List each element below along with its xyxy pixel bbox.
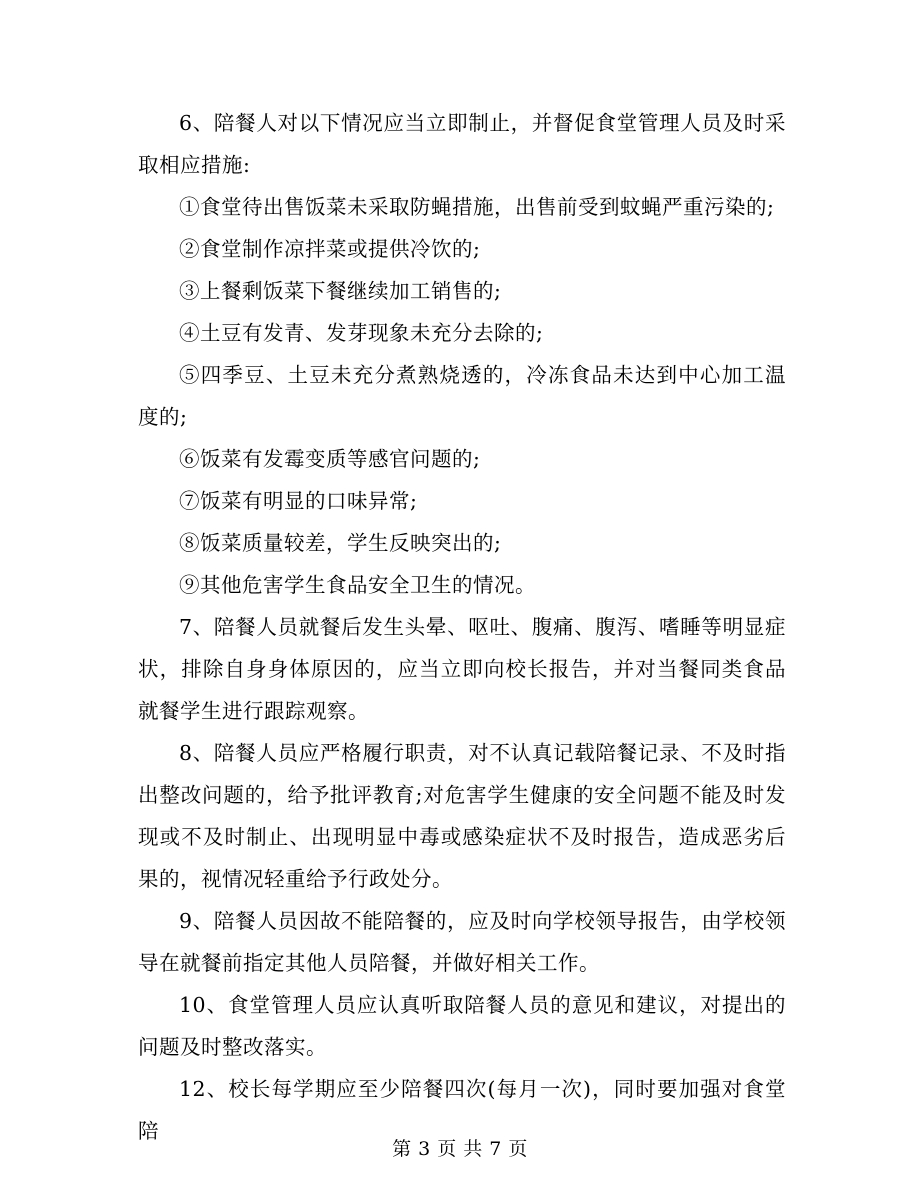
- paragraph-item-9: 9、陪餐人员因故不能陪餐的，应及时向学校领导报告，由学校领导在就餐前指定其他人员陪餐，并做好相关工作。: [138, 909, 786, 975]
- list-item-8: ⑧饭菜质量较差，学生反映突出的;: [179, 531, 502, 555]
- list-item-1: ①食堂待出售饭菜未采取防蝇措施，出售前受到蚊蝇严重污染的;: [179, 195, 775, 219]
- list-item-3: ③上餐剩饭菜下餐继续加工销售的;: [179, 279, 502, 303]
- list-item-9: ⑨其他危害学生食品安全卫生的情况。: [179, 573, 536, 597]
- list-item-5: ⑤四季豆、土豆未充分煮熟烧透的，冷冻食品未达到中心加工温度的;: [138, 363, 786, 429]
- paragraph-item-10: 10、食堂管理人员应认真听取陪餐人员的意见和建议，对提出的问题及时整改落实。: [138, 993, 786, 1059]
- list-item-2: ②食堂制作凉拌菜或提供冷饮的;: [179, 237, 481, 261]
- paragraph-item-8: 8、陪餐人员应严格履行职责，对不认真记载陪餐记录、不及时指出整改问题的，给予批评教育;对危害学生健康的安全问题不能及时发现或不及时制止、出现明显中毒或感染症状不及时报告，造成恶劣后果的，视情况轻重给予行政处分。: [138, 741, 786, 891]
- paragraph-item-7: 7、陪餐人员就餐后发生头晕、呕吐、腹痛、腹泻、嗜睡等明显症状，排除自身身体原因的，应当立即向校长报告，并对当餐同类食品就餐学生进行跟踪观察。: [138, 615, 786, 723]
- list-item-6: ⑥饭菜有发霉变质等感官问题的;: [179, 447, 481, 471]
- page-footer: 第 3 页 共 7 页: [392, 1138, 528, 1160]
- list-item-7: ⑦饭菜有明显的口味异常;: [179, 489, 418, 513]
- document-body: [138, 102, 786, 1152]
- paragraph-item-12: 12、校长每学期应至少陪餐四次(每月一次)，同时要加强对食堂陪: [138, 1077, 786, 1143]
- paragraph-item-6: 6、陪餐人对以下情况应当立即制止，并督促食堂管理人员及时采取相应措施:: [138, 111, 786, 177]
- list-item-4: ④土豆有发青、发芽现象未充分去除的;: [179, 321, 544, 345]
